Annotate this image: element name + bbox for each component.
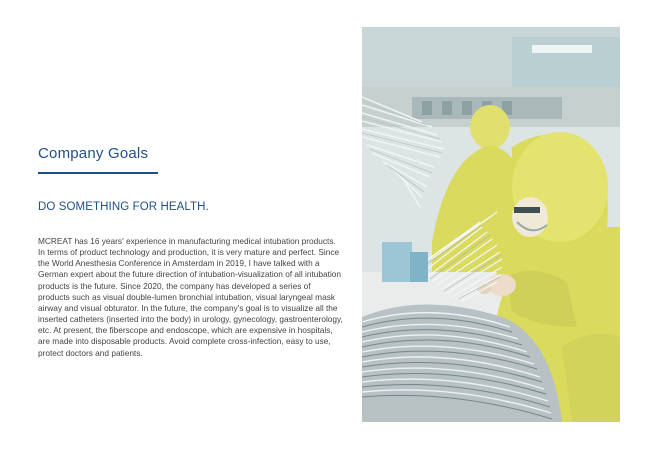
company-description: MCREAT has 16 years' experience in manufacturing medical intubation products. In terms of product technology and production, it is very mature and perfect. Since the World Anesthesia Conference in Amsterdam in 2019, I have talked with a German expert about the future direction of intubation-visualization of all intubation products is the future. Since 2020, the company has developed a series of products such as visual double-lumen bronchial intubation, visual laryngeal mask airway and visual obturator. In the future, the company's goal is to visualize all the inserted catheters (inserted into the body) in urology, gynecology, gastroenterology, etc. At present, the fiberscope and endoscope, which are expensive in hospitals, are made into disposable products. Avoid complete cross-infection, easy to use, protect doctors and patients.: [38, 236, 343, 358]
slogan-heading: DO SOMETHING FOR HEALTH.: [38, 201, 209, 213]
section-title: Company Goals: [38, 145, 149, 162]
title-underline: [38, 172, 158, 174]
text-column: [38, 0, 348, 450]
factory-workers-photo: [362, 27, 620, 422]
